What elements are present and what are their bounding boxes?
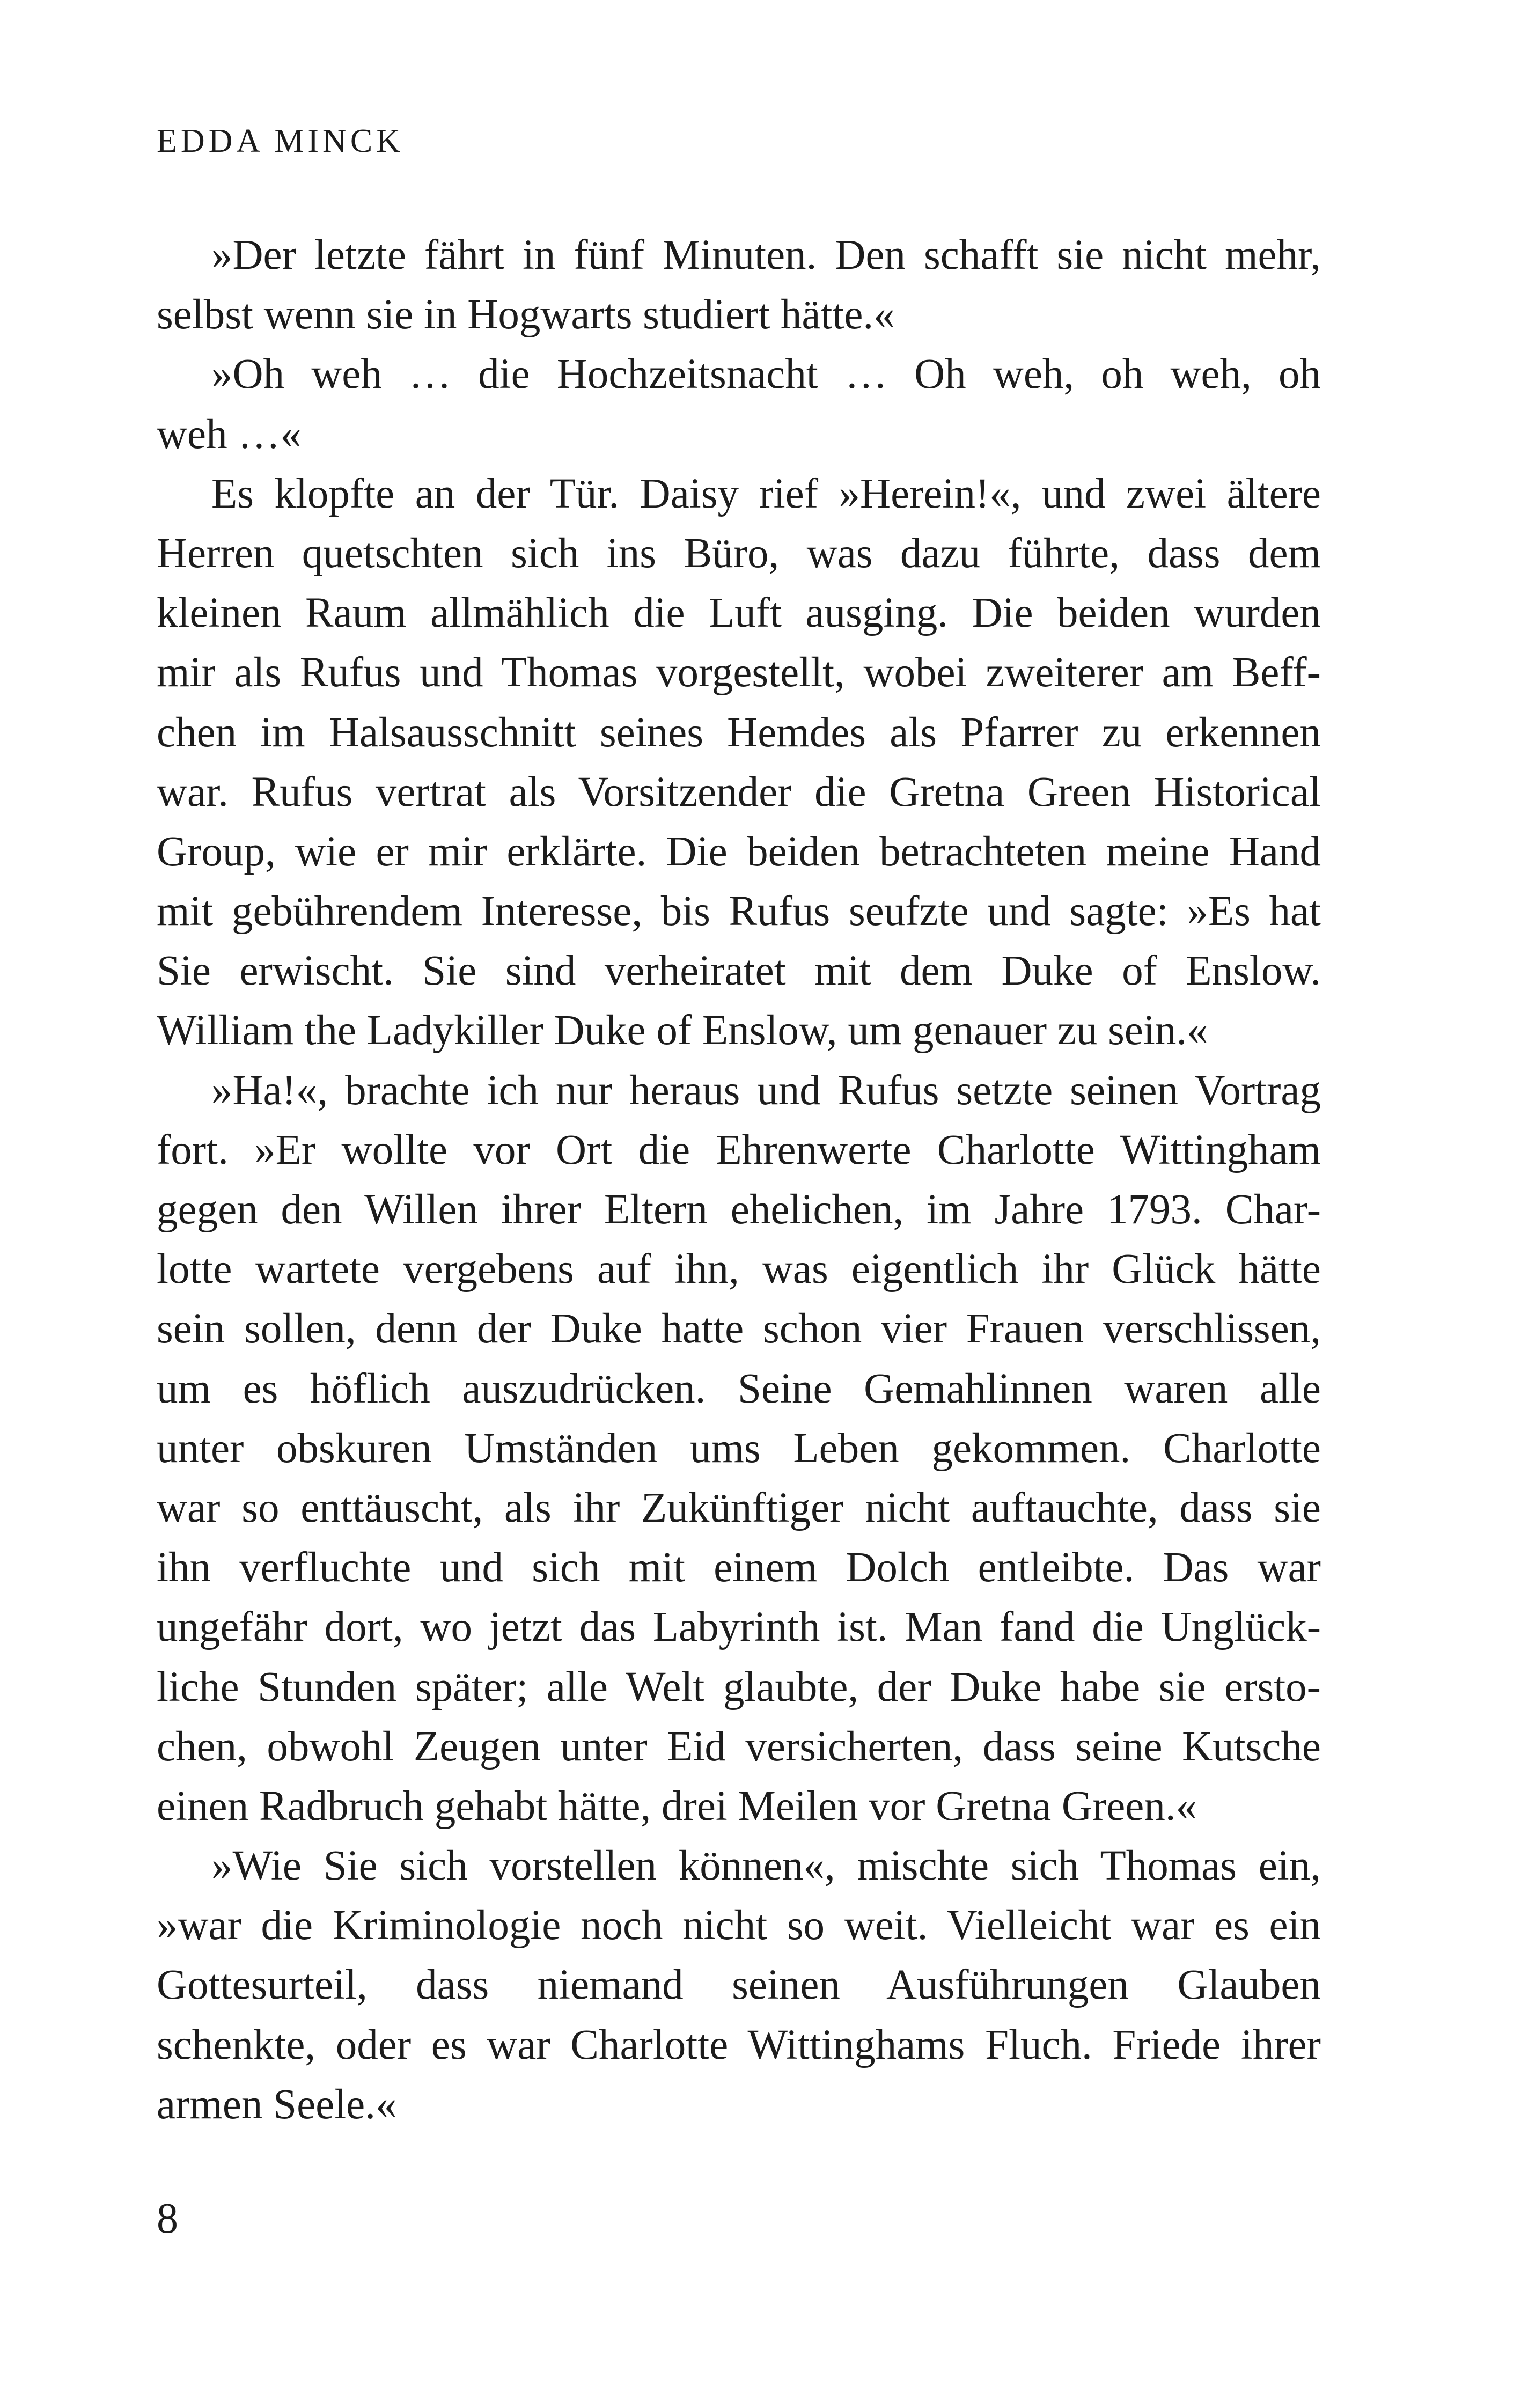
text-line: Herren quetschten sich ins Büro, was dazu führte, dass dem [157,530,1321,577]
text-line: »Der letzte fährt in fünf Minuten. Den schafft sie nicht mehr, [211,232,1321,278]
text-line: chen, obwohl Zeugen unter Eid versicherten, dass seine Kutsche [157,1723,1321,1770]
text-line: war. Rufus vertrat als Vorsitzender die Gretna Green Historical [157,768,1321,816]
text-line: ungefähr dort, wo jetzt das Labyrinth ist. Man fand die Unglück- [157,1604,1321,1651]
text-line: ihn verfluchte und sich mit einem Dolch entleibte. Das war [157,1544,1321,1591]
text-line: »Oh weh … die Hochzeitsnacht … Oh weh, oh weh, oh [211,351,1321,398]
text-line: Es klopfte an der Tür. Daisy rief »Herein!«, und zwei ältere [211,470,1321,517]
text-line: Sie erwischt. Sie sind verheiratet mit dem Duke of Enslow. [157,948,1321,995]
text-line: sein sollen, denn der Duke hatte schon vier Frauen verschlissen, [157,1305,1321,1353]
text-line: schenkte, oder es war Charlotte Wittinghams Fluch. Friede ihrer [157,2021,1321,2068]
text-line: mit gebührendem Interesse, bis Rufus seufzte und sagte: »Es hat [157,888,1321,935]
text-line: lotte wartete vergebens auf ihn, was eigentlich ihr Glück hätte [157,1246,1321,1293]
text-line: armen Seele.« [157,2081,397,2128]
text-line: »war die Kriminologie noch nicht so weit. Vielleicht war es ein [157,1902,1321,1949]
text-line: Gottesurteil, dass niemand seinen Ausführungen Glauben [157,1962,1321,2009]
text-line: liche Stunden später; alle Welt glaubte, der Duke habe sie ersto- [157,1663,1321,1710]
text-line: gegen den Willen ihrer Eltern ehelichen, im Jahre 1793. Char- [157,1186,1321,1233]
text-line: unter obskuren Umständen ums Leben gekommen. Charlotte [157,1425,1321,1472]
text-line: fort. »Er wollte vor Ort die Ehrenwerte Charlotte Wittingham [157,1126,1321,1173]
text-line: chen im Halsausschnitt seines Hemdes als Pfarrer zu erkennen [157,709,1321,756]
text-line: kleinen Raum allmählich die Luft ausging. Die beiden wurden [157,590,1321,637]
text-line: »Wie Sie sich vorstellen können«, mischte sich Thomas ein, [211,1842,1321,1890]
text-line: um es höflich auszudrücken. Seine Gemahlinnen waren alle [157,1365,1321,1412]
running-head: EDDA MINCK [157,123,404,159]
text-line: mir als Rufus und Thomas vorgestellt, wobei zweiterer am Beff- [157,649,1321,696]
text-line: selbst wenn sie in Hogwarts studiert hätte.« [157,291,895,339]
page-number: 8 [157,2195,178,2242]
text-line: war so enttäuscht, als ihr Zukünftiger nicht auftauchte, dass sie [157,1484,1321,1531]
text-line: einen Radbruch gehabt hätte, drei Meilen vor Gretna Green.« [157,1782,1197,1830]
text-line: »Ha!«, brachte ich nur heraus und Rufus setzte seinen Vortrag [211,1067,1321,1114]
body-text [157,225,1321,2134]
text-line: weh …« [157,410,302,458]
text-line: Group, wie er mir erklärte. Die beiden betrachteten meine Hand [157,828,1321,875]
text-line: William the Ladykiller Duke of Enslow, um genauer zu sein.« [157,1007,1208,1054]
